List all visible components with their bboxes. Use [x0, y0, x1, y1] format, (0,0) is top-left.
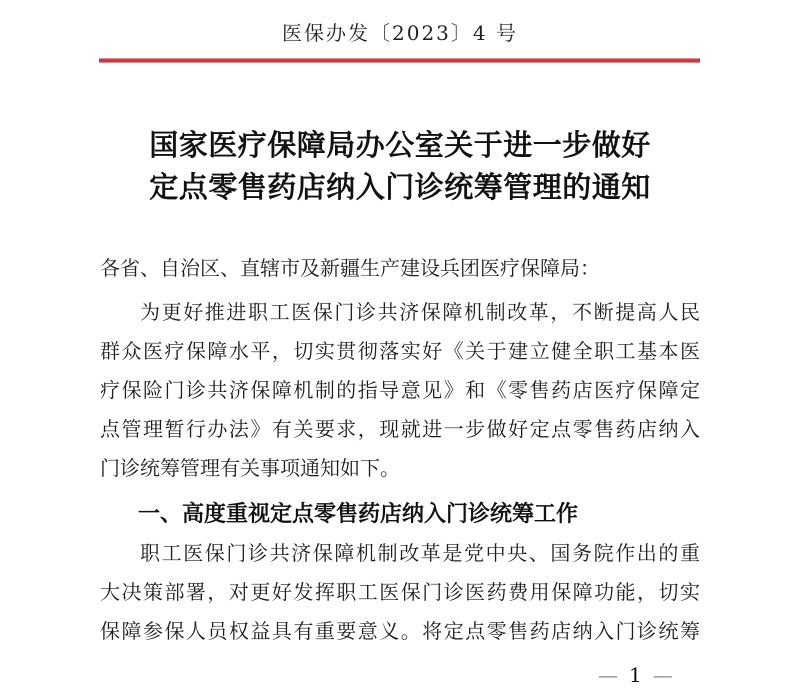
page-footer [598, 663, 673, 687]
paragraph-2-line-2: 大决策部署，对更好发挥职工医保门诊医药费用保障功能，切实 [100, 580, 700, 604]
footer-dash-left: — [598, 663, 618, 687]
red-divider-line [99, 58, 700, 63]
paragraph-1-line-1: 为更好推进职工医保门诊共济保障机制改革，不断提高人民 [140, 300, 700, 324]
paragraph-1-line-5: 门诊统筹管理有关事项通知如下。 [100, 456, 400, 480]
paragraph-1-line-2: 群众医疗保障水平，切实贯彻落实好《关于建立健全职工基本医 [100, 339, 700, 363]
salutation-line: 各省、自治区、直辖市及新疆生产建设兵团医疗保障局： [100, 256, 600, 280]
section-1-heading: 一、高度重视定点零售药店纳入门诊统筹工作 [138, 502, 579, 527]
paragraph-2-line-3: 保障参保人员权益具有重要意义。将定点零售药店纳入门诊统筹 [100, 619, 700, 643]
document-title [0, 124, 800, 208]
document-title-line-2: 定点零售药店纳入门诊统筹管理的通知 [149, 170, 651, 204]
doc-number: 医保办发〔2023〕4 号 [282, 21, 518, 45]
document-body [100, 249, 700, 651]
paragraph-1 [100, 293, 700, 488]
paragraph-2 [100, 534, 700, 651]
document-title-line-1: 国家医疗保障局办公室关于进一步做好 [149, 128, 651, 162]
page-number: 1 [629, 663, 642, 687]
paragraph-1-line-4: 点管理暂行办法》有关要求，现就进一步做好定点零售药店纳入 [100, 417, 700, 441]
paragraph-1-line-3: 疗保险门诊共济保障机制的指导意见》和《零售药店医疗保障定 [100, 378, 700, 402]
footer-dash-right: — [652, 663, 673, 687]
paragraph-2-line-1: 职工医保门诊共济保障机制改革是党中央、国务院作出的重 [140, 541, 700, 565]
